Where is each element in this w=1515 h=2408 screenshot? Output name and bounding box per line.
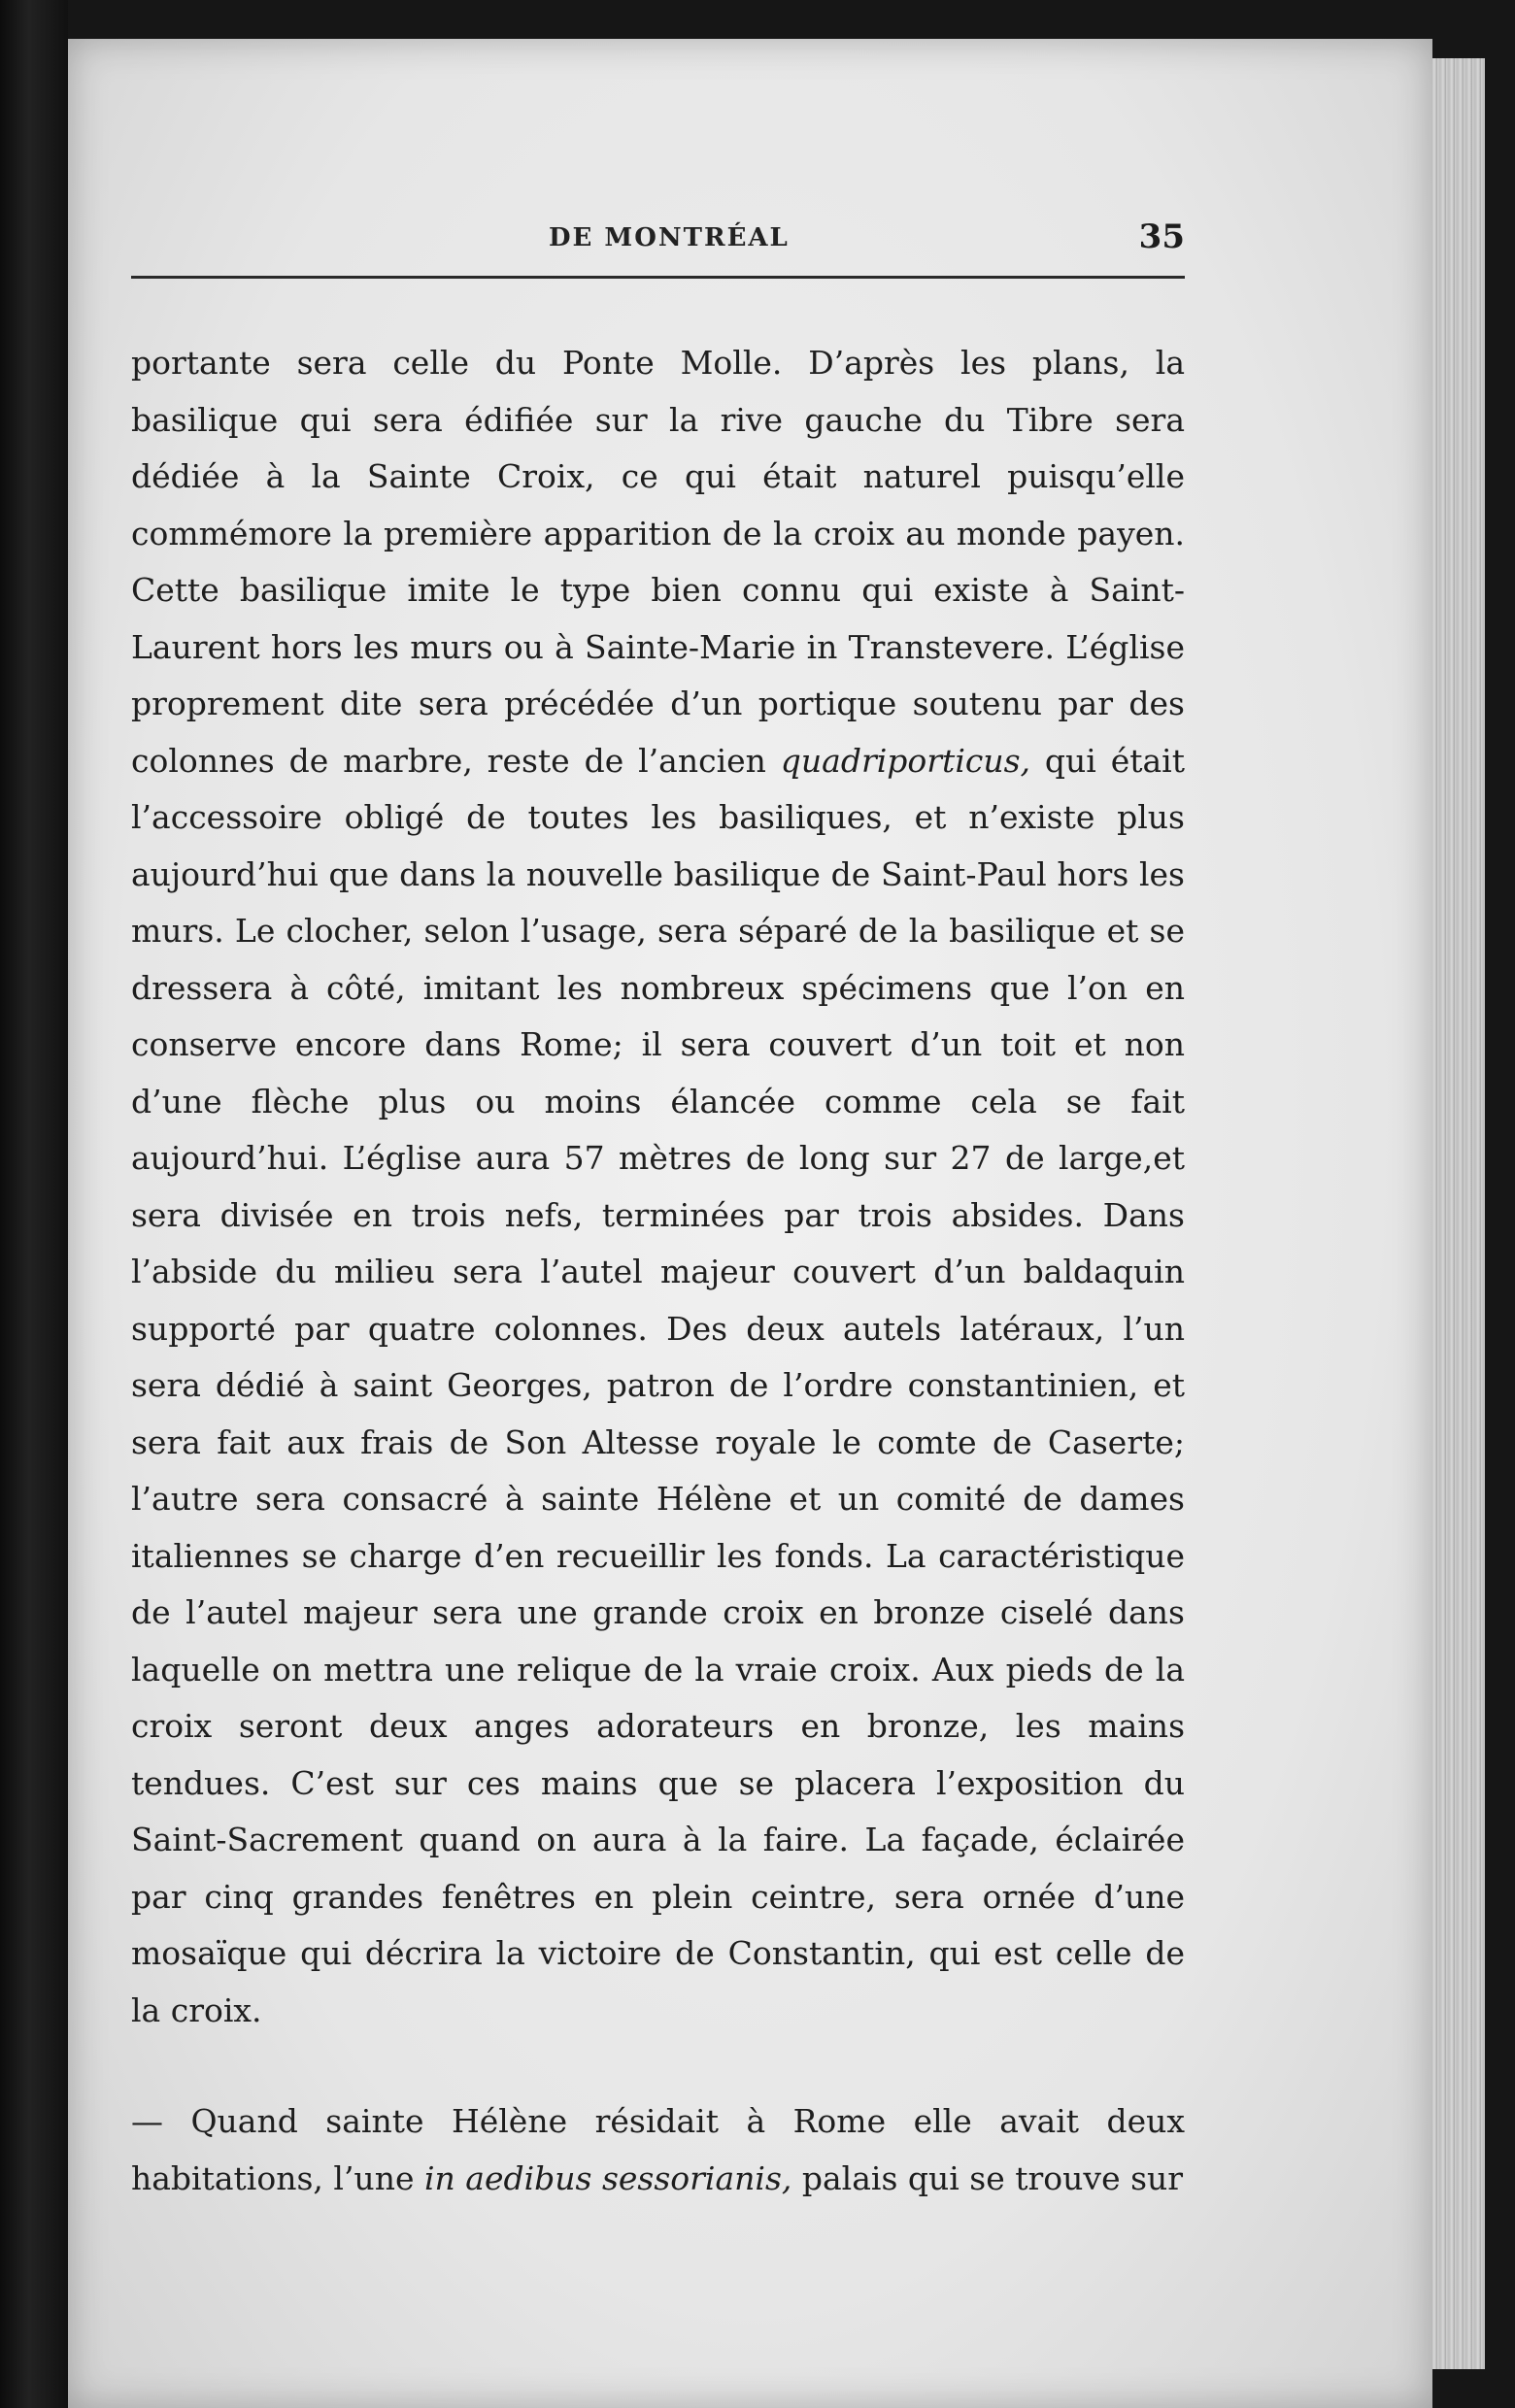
paragraph-2: [131, 2093, 1185, 2207]
paragraph-2-text-a: — Quand sainte Hélène résidait à Rome elle avait deux habitations, l’une: [131, 2102, 1185, 2197]
paragraph-1-text-a: portante sera celle du Ponte Molle. D’après les plans, la basilique qui sera édifiée sur la rive gauche du Tibre sera dédiée à la Sainte Croix, ce qui était naturel puisqu’elle commémore la première apparition de la croix au monde payen. Cette basilique imite le type bien connu qui existe à Saint-Laurent hors les murs ou à Sainte-Marie in Transtevere. L’église proprement dite sera précédée d’un portique soutenu par des colonnes de marbre, reste de l’ancien: [131, 344, 1185, 780]
running-head: [131, 202, 1185, 260]
paragraph-2-text-b: palais qui se trouve sur: [791, 2158, 1184, 2197]
body-text: [131, 335, 1185, 2207]
header-rule: [131, 276, 1185, 279]
paragraph-1: [131, 335, 1185, 2039]
paragraph-2-italic-term: in aedibus sessorianis,: [423, 2158, 792, 2197]
paragraph-1-text-b: qui était l’accessoire obligé de toutes les basiliques, et n’existe plus aujourd’hui que dans la nouvelle basilique de Saint-Paul hors les murs. Le clocher, selon l’usage, sera séparé de la basilique et se dressera à côté, imitant les nombreux spécimens que l’on en conserve encore dans Rome; il sera couvert d’un toit et non d’une flèche plus ou moins élancée comme cela se fait aujourd’hui. L’église aura 57 mètres de long sur 27 de large,et sera divisée en trois nefs, terminées par trois absides. Dans l’abside du milieu sera l’autel majeur couvert d’un baldaquin supporté par quatre colonnes. Des deux autels latéraux, l’un sera dédié à saint Georges, patron de l’ordre constantinien, et sera fait aux frais de Son Altesse royale le comte de Caserte; l’autre sera consacré à sainte Hélène et un comité de dames italiennes se charge d’en recueillir les fonds. La caractéristique de l’autel majeur sera une grande croix en bronze ciselé dans laquelle on mettra une relique de la vraie croix. Aux pieds de la croix seront deux anges adorateurs en bronze, les mains tendues. C’est sur ces mains que se placera l’exposition du Saint-Sacrement quand on aura à la faire. La façade, éclairée par cinq grandes fenêtres en plein ceintre, sera ornée d’une mosaïque qui décrira la victoire de Constantin, qui est celle de la croix.: [131, 741, 1185, 2029]
paragraph-1-italic-term: quadriporticus,: [780, 741, 1031, 780]
running-title: DE MONTRÉAL: [549, 223, 790, 252]
book-gutter: [0, 0, 68, 2408]
page-number: 35: [1138, 217, 1185, 256]
